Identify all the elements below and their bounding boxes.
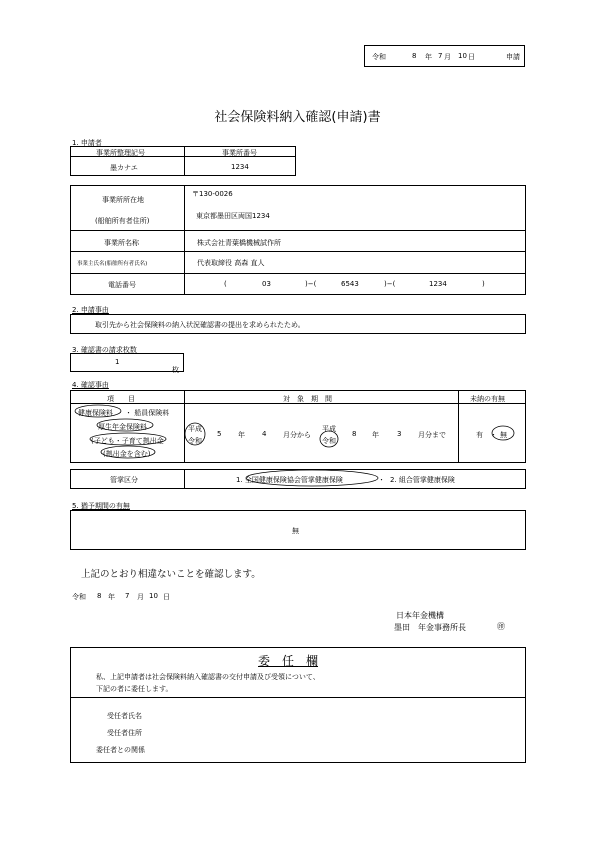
sec5-heading: 5. 猶予期間の有無 — [72, 502, 130, 510]
phone-part1: 03 — [262, 280, 271, 288]
phone-part3: 1234 — [429, 280, 447, 288]
col-unpaid-header: 未納の有無 — [470, 395, 505, 403]
item-contribution: (拠出金を含む) — [103, 450, 151, 458]
jurisdiction-label: 管掌区分 — [110, 476, 138, 484]
date-month-unit: 月 — [137, 593, 144, 601]
date-day: 10 — [149, 592, 158, 600]
reason-text: 取引先から社会保険料の納入状況確認書の提出を求められたため。 — [95, 321, 305, 329]
header-kind: 申請 — [506, 53, 520, 61]
address-sub-label: (船舶所有者住所) — [95, 217, 150, 225]
circle-child — [90, 433, 166, 445]
circle-from-reiwa — [185, 423, 205, 445]
circle-health — [75, 405, 121, 417]
date-era: 令和 — [72, 593, 86, 601]
owner-label: 事業主氏名(船舶所有者氏名) — [77, 261, 148, 267]
from-suffix: 月分から — [283, 431, 311, 439]
circle-unpaid-no — [492, 426, 514, 440]
item-child: (子ども・子育て拠出金 — [91, 437, 164, 445]
date-year: 8 — [97, 592, 102, 600]
unpaid-no: 無 — [500, 431, 507, 439]
header-month-unit: 月 — [444, 53, 451, 61]
item-health: 健康保険料 — [78, 409, 113, 417]
from-month: 4 — [262, 430, 267, 438]
delegate-text2: 下記の者に委任します。 — [96, 685, 173, 693]
date-month: 7 — [125, 592, 130, 600]
from-era-reiwa: 令和 — [188, 437, 202, 445]
col-item-header: 項 目 — [107, 395, 135, 403]
office-no-label: 事業所番号 — [222, 149, 257, 157]
to-year-unit: 年 — [372, 431, 379, 439]
sec4-heading: 4. 確認事由 — [72, 381, 109, 389]
jurisdiction-1: 1. 全国健康保険協会管掌健康保険 — [236, 476, 343, 484]
unpaid-yes: 有 — [476, 431, 483, 439]
header-year-unit: 年 — [425, 53, 432, 61]
circle-pension — [97, 419, 153, 431]
address-label: 事業所所在地 — [102, 196, 144, 204]
delegate-text1: 私、上記申請者は社会保険料納入確認書の交付申請及び受領について、 — [96, 673, 320, 681]
count-unit: 枚 — [172, 366, 179, 374]
page-title: 社会保険料納入確認(申請)書 — [214, 110, 381, 125]
jurisdiction-2: 2. 組合管掌健康保険 — [390, 476, 455, 484]
to-month: 3 — [397, 430, 402, 438]
sec3-heading: 3. 確認書の請求枚数 — [72, 346, 137, 354]
date-year-unit: 年 — [108, 593, 115, 601]
from-year: 5 — [217, 430, 222, 438]
confirm-statement: 上記のとおり相違ないことを確認します。 — [81, 569, 261, 580]
delegate-name-label: 受任者氏名 — [107, 712, 142, 720]
unpaid-sep: ・ — [490, 431, 497, 439]
office-no: 1234 — [231, 163, 249, 171]
delegate-title: 委 任 欄 — [258, 654, 319, 668]
phone-label: 電話番号 — [108, 281, 136, 289]
to-era-reiwa: 令和 — [322, 437, 336, 445]
office-code: 墨カナエ — [110, 164, 138, 172]
office-code-label: 事業所整理記号 — [96, 149, 145, 157]
from-era-heisei: 平成 — [188, 425, 202, 433]
item-seaman: ・ 船員保険料 — [125, 409, 170, 417]
name-value: 株式会社青葉橋機械試作所 — [197, 239, 281, 247]
circle-contribution — [101, 446, 155, 458]
from-year-unit: 年 — [238, 431, 245, 439]
postal-code: 〒130-0026 — [192, 190, 233, 198]
header-era: 令和 — [372, 53, 386, 61]
count-value: 1 — [115, 358, 120, 366]
phone-part2: 6543 — [341, 280, 359, 288]
delegate-address-label: 受任者住所 — [107, 729, 142, 737]
sec1-heading: 1. 申請者 — [72, 139, 102, 147]
jurisdiction-sep: ・ — [378, 476, 385, 484]
address-value: 東京都墨田区両国1234 — [196, 212, 270, 220]
owner-value: 代表取締役 高森 直人 — [197, 259, 265, 267]
col-period-header: 対 象 期 間 — [283, 395, 332, 403]
phone-sep1: )−( — [305, 280, 317, 288]
circle-jurisdiction-1 — [246, 470, 378, 486]
to-era-heisei: 平成 — [322, 425, 336, 433]
circle-to-reiwa — [320, 431, 338, 447]
date-day-unit: 日 — [163, 593, 170, 601]
org-office: 墨田 年金事務所長 — [394, 623, 466, 632]
header-month: 7 — [438, 52, 443, 60]
phone-close: ) — [482, 280, 485, 288]
header-day-unit: 日 — [468, 53, 475, 61]
header-year: 8 — [412, 52, 417, 60]
item-pension: 厚生年金保険料 — [98, 423, 147, 431]
delegate-relation-label: 委任者との関係 — [96, 746, 145, 754]
header-day: 10 — [458, 52, 467, 60]
to-year: 8 — [352, 430, 357, 438]
to-suffix: 月分まで — [418, 431, 446, 439]
phone-sep2: )−( — [384, 280, 396, 288]
org-name: 日本年金機構 — [396, 611, 444, 620]
grace-value: 無 — [292, 527, 299, 535]
name-label: 事業所名称 — [104, 239, 139, 247]
seal-mark: ㊞ — [497, 622, 505, 631]
phone-open: ( — [224, 280, 227, 288]
sec2-heading: 2. 申請事由 — [72, 306, 109, 314]
